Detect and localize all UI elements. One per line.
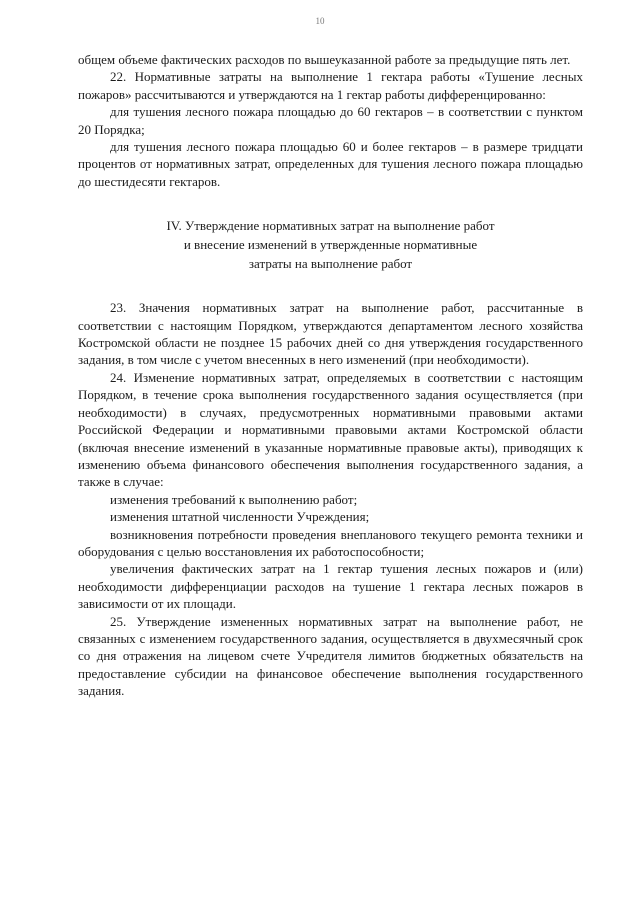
paragraph: изменения штатной численности Учреждения; — [110, 509, 370, 525]
paragraph: 23. Значения нормативных затрат на выполнение работ, рассчитанные в соответствии с настоящим Порядком, утверждаются департаментом лесного хозяйства Костромской области не позднее 15 рабочих дней со дня утверждения государственного задания, в том числе с учетом внесенных в него изменений (при необходимости). — [78, 300, 583, 368]
section-heading — [78, 216, 583, 273]
paragraph: 25. Утверждение измененных нормативных затрат на выполнение работ, не связанных с изменением государственного задания, осуществляется в двухмесячный срок со дня отражения на лицевом счете Учредителя лимитов бюджетных обязательств на предоставление субсидии на финансовое обеспечение выполнения государственного задания. — [78, 613, 583, 699]
paragraph: 24. Изменение нормативных затрат, определяемых в соответствии с настоящим Порядком, в течение срока выполнения государственного задания осуществляется (при необходимости) в случаях, предусмотренных нормативными правовыми актами Российской Федерации и нормативными правовыми актами Костромской области (включая внесение изменений в указанные нормативные правовые акты), приводящих к изменению объема финансового обеспечения выполнения государственного задания, а также в случае: — [78, 369, 583, 490]
section-heading-line: IV. Утверждение нормативных затрат на выполнение работ — [166, 218, 495, 234]
paragraph: увеличения фактических затрат на 1 гектар тушения лесных пожаров и (или) необходимости дифференциации расходов на тушение 1 гектара лесных пожаров в зависимости от их площади. — [78, 561, 583, 612]
paragraph: для тушения лесного пожара площадью до 60 гектаров – в соответствии с пунктом 20 Порядка; — [78, 104, 583, 137]
paragraph: 22. Нормативные затраты на выполнение 1 гектара работы «Тушение лесных пожаров» рассчитываются и утверждаются на 1 гектар работы дифференцированно: — [78, 69, 583, 102]
paragraph: возникновения потребности проведения внепланового текущего ремонта техники и оборудования с целью восстановления их работоспособности; — [78, 526, 583, 559]
section-heading-line: и внесение изменений в утвержденные нормативные — [183, 237, 478, 253]
section-heading-line: затраты на выполнение работ — [248, 256, 413, 272]
paragraphs-top — [78, 51, 583, 190]
document-body — [78, 51, 583, 700]
page-number: 10 — [315, 16, 325, 26]
paragraph: для тушения лесного пожара площадью 60 и более гектаров – в размере тридцати процентов от нормативных затрат, определенных для тушения лесного пожара площадью до шестидесяти гектаров. — [78, 139, 583, 189]
paragraph: изменения требований к выполнению работ; — [110, 491, 358, 507]
paragraphs-bottom — [78, 299, 583, 699]
paragraph: общем объеме фактических расходов по вышеуказанной работе за предыдущие пять лет. — [78, 52, 571, 67]
